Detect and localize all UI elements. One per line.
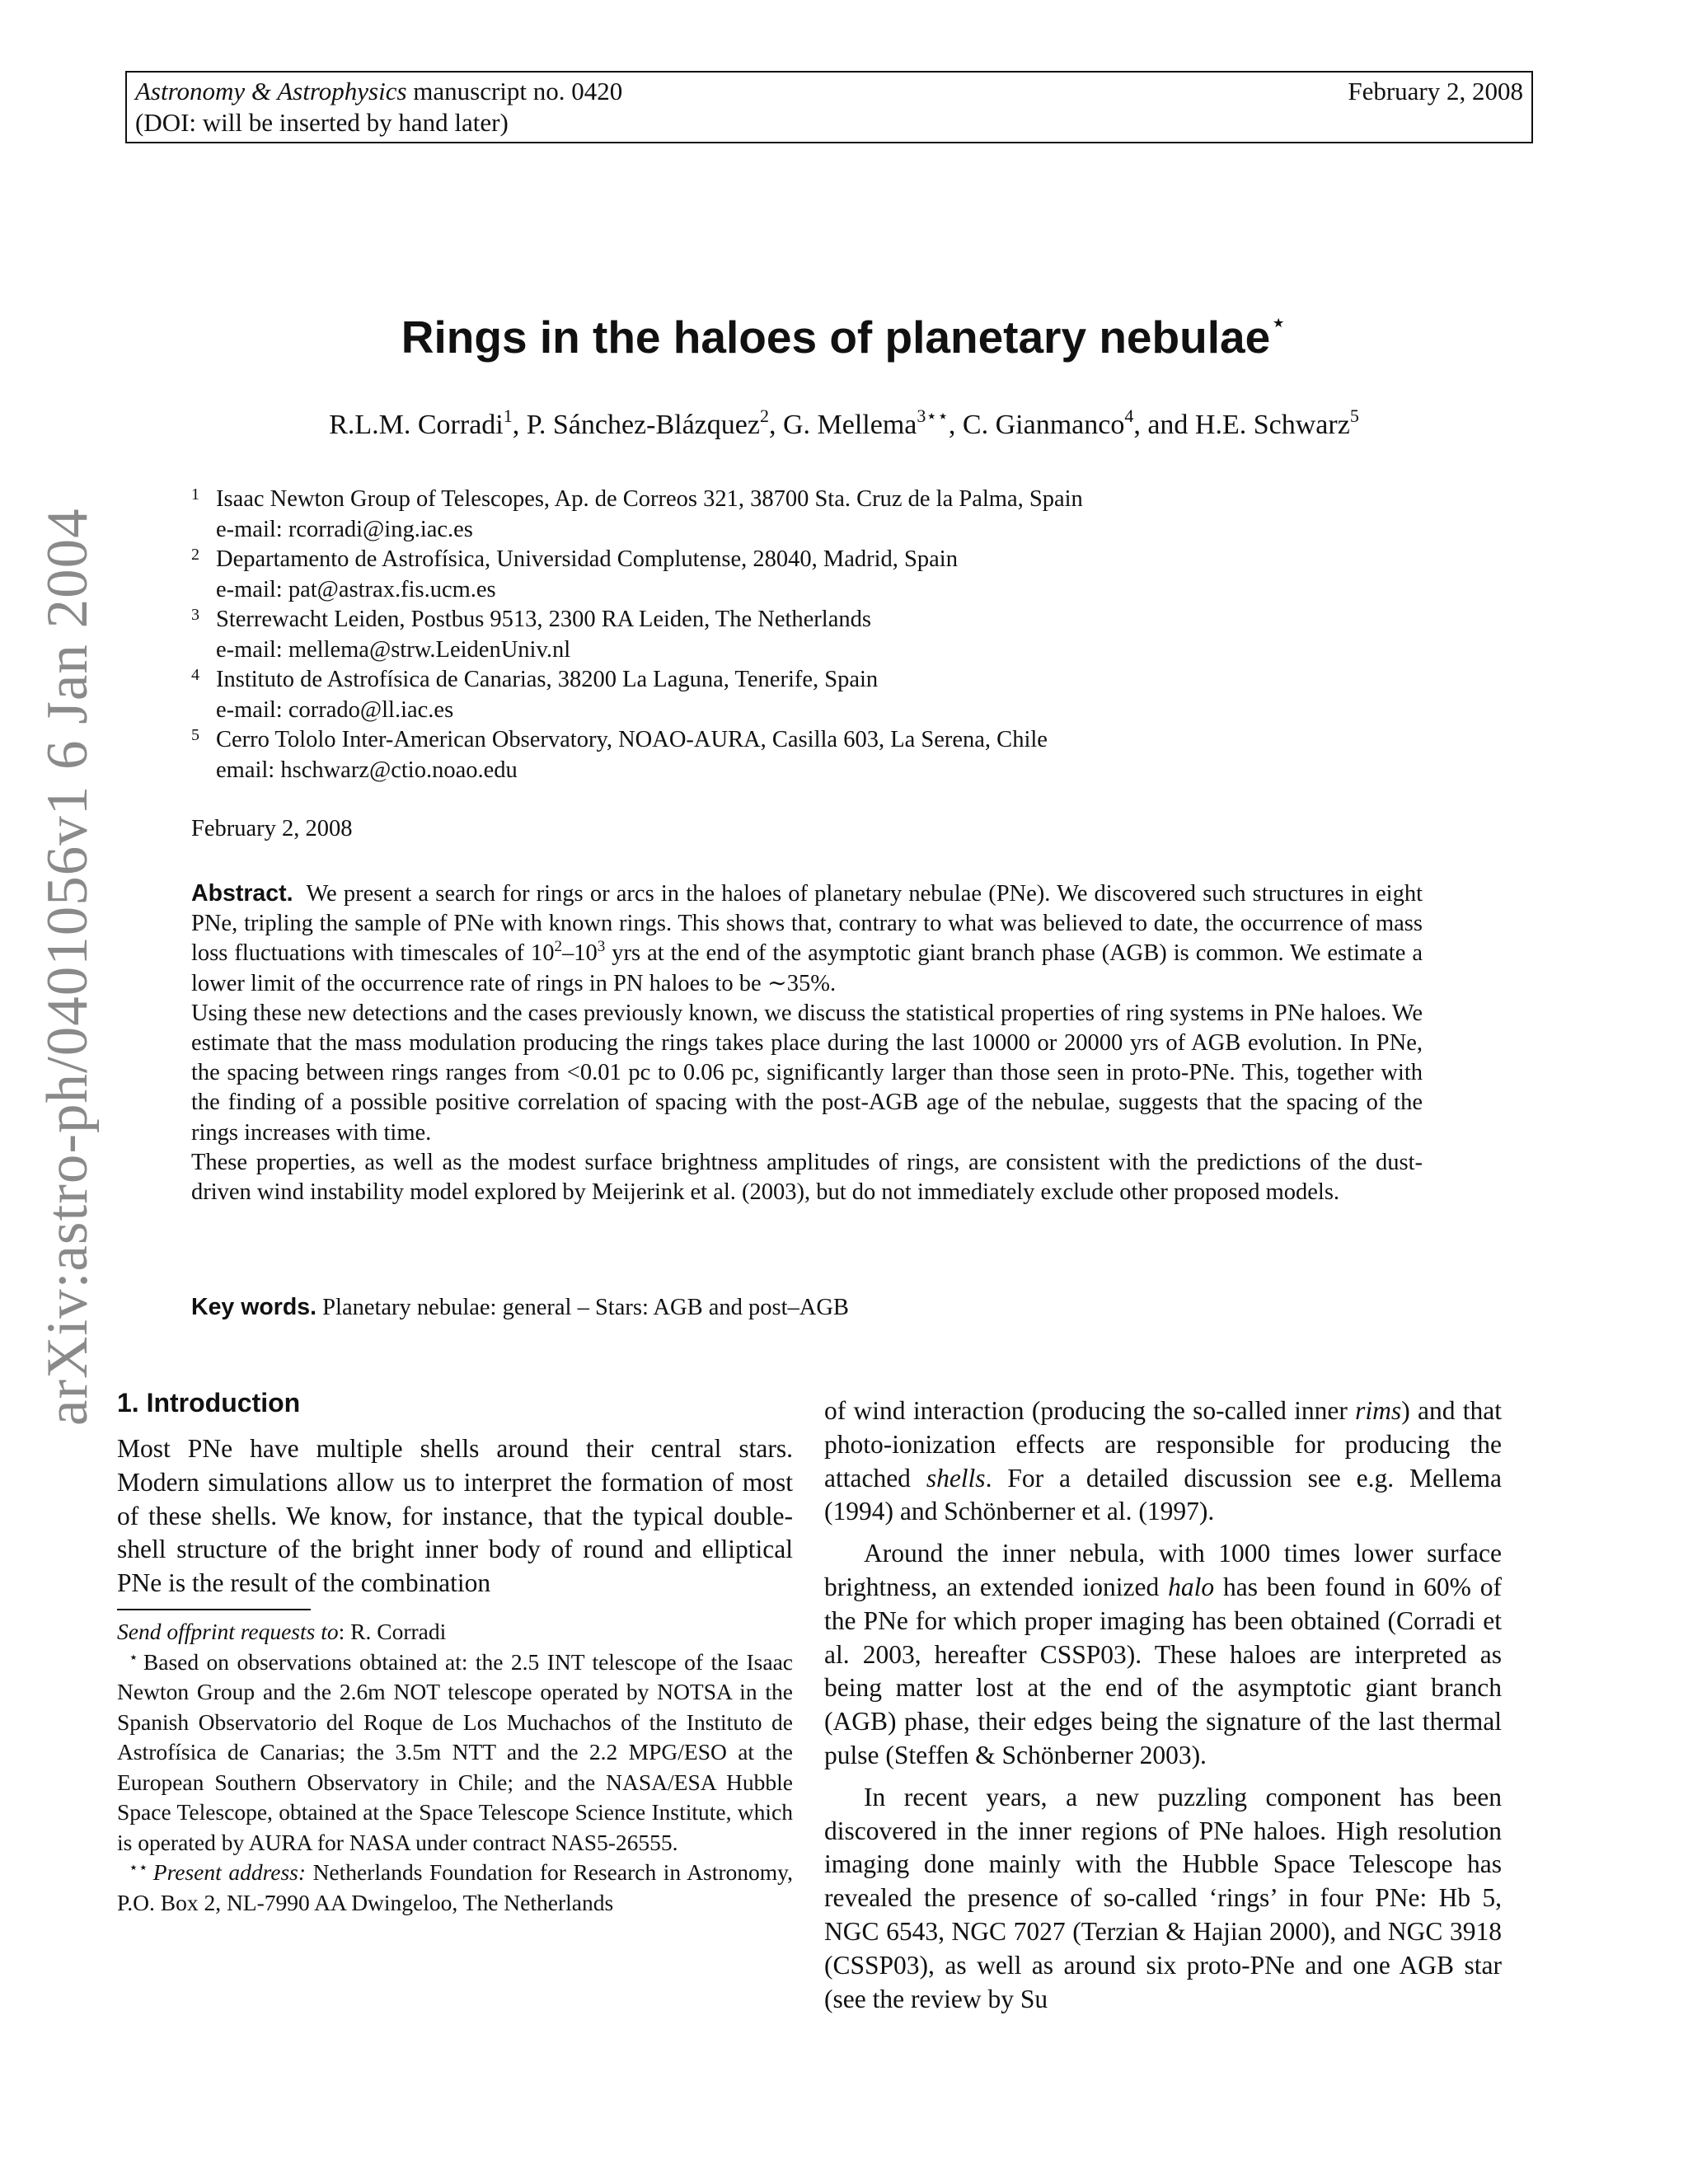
manuscript-number: manuscript no. 0420 [413, 77, 623, 105]
abstract-label: Abstract. [191, 880, 293, 907]
emphasis: halo [1168, 1572, 1215, 1601]
body-text: . For a detailed discussion see e.g. Mellema (1994) and Schönberner et al. (1997). [824, 1463, 1502, 1526]
body-paragraph [824, 1537, 1502, 1773]
affiliation-address: Isaac Newton Group of Telescopes, Ap. de Correos 321, 38700 Sta. Cruz de la Palma, Spain [216, 486, 1083, 512]
author: , G. Mellema [768, 410, 917, 440]
affiliation-email: e-mail: mellema@strw.LeidenUniv.nl [216, 636, 571, 663]
footnote-mark: ⋆⋆ [129, 1859, 148, 1877]
author-affil: 4 [1124, 405, 1134, 426]
header-date: February 2, 2008 [1348, 77, 1523, 105]
abstract-paragraph: These properties, as well as the modest surface brightness amplitudes of rings, are consistent with the predictions of the dust-driven wind instability model explored by Meijerink et al. (2003), but do not immediately exclude other proposed models. [191, 1149, 1423, 1206]
affiliation-address: Cerro Tololo Inter-American Observatory, NOAO-AURA, Casilla 603, La Serena, Chile [216, 727, 1048, 752]
author-affil: 1 [503, 405, 513, 426]
footnote-text: Netherlands Foundation for Research in Astronomy, P.O. Box 2, NL-7990 AA Dwingeloo, The Netherlands [117, 1859, 794, 1915]
abstract-text: We present a search for rings or arcs in the haloes of planetary nebulae (PNe). We discovered such structures in eight PNe, tripling the sample of PNe with known rings. This shows that, contrary to what was believed to date, the occurrence of mass loss fluctuations with timescales of 10 [191, 881, 1423, 967]
abstract-paragraph: Using these new detections and the cases previously known, we discuss the statistical properties of ring systems in PNe haloes. We estimate that the mass modulation producing the rings takes place during the last 10000 or 20000 yrs of AGB evolution. In PNe, the spacing between rings ranges from <0.01 pc to 0.06 pc, significantly larger than those seen in proto-PNe. This, together with the finding of a possible positive correlation of spacing with the post-AGB age of the nebulae, suggests that the spacing of the rings increases with time. [191, 1000, 1423, 1146]
left-column [117, 1432, 793, 1601]
keywords-text: Planetary nebulae: general – Stars: AGB and post–AGB [322, 1295, 849, 1320]
affiliation-address: Sterrewacht Leiden, Postbus 9513, 2300 RA Leiden, The Netherlands [216, 607, 871, 632]
body-paragraph: Most PNe have multiple shells around their central stars. Modern simulations allow us to interpret the formation of most of these shells. We know, for instance, that the typical double-shell structure of the bright inner body of round and elliptical PNe is the result of the combination [117, 1434, 793, 1598]
body-text: of wind interaction (producing the so-called inner [824, 1396, 1356, 1425]
affiliation [191, 545, 1428, 605]
keywords-label: Key words. [191, 1294, 317, 1320]
publication-date: February 2, 2008 [191, 816, 353, 841]
author: R.L.M. Corradi [329, 410, 504, 440]
offprint-note [117, 1617, 793, 1647]
footnotes [117, 1617, 793, 1918]
abstract [191, 879, 1423, 1207]
affiliation-address: Departamento de Astrofísica, Universidad Complutense, 28040, Madrid, Spain [216, 546, 958, 572]
right-column [824, 1394, 1502, 2016]
affiliation-email: e-mail: corrado@ll.iac.es [216, 696, 454, 723]
abstract-text: yrs at the end of the asymptotic giant branch phase (AGB) is common. We estimate a lower limit of the occurrence rate of rings in PN haloes to be ∼35%. [191, 940, 1423, 996]
abstract-text: –10 [562, 940, 598, 967]
body-paragraph [824, 1394, 1502, 1529]
emphasis: rims [1355, 1396, 1402, 1425]
affiliation [191, 605, 1428, 665]
footnote-mark: ⋆ [129, 1648, 138, 1666]
paper-title [0, 307, 1688, 363]
body-text: ) and that photo-ionization effects are responsible for producing the attached [824, 1396, 1502, 1493]
title-footnote-mark: ⋆ [1270, 307, 1287, 337]
offprint-name: : R. Corradi [338, 1619, 447, 1644]
section-heading: 1. Introduction [117, 1388, 301, 1418]
author-affil: 3⋆⋆ [917, 405, 949, 426]
affiliation-email: email: hschwarz@ctio.noao.edu [216, 757, 518, 783]
body-paragraph: In recent years, a new puzzling component has been discovered in the inner regions of PNe haloes. High resolution imaging done mainly with the Hubble Space Telescope has revealed the presence of so-called ‘rings’ in four PNe: Hb 5, NGC 6543, NGC 7027 (Terzian & Hajian 2000), and NGC 3918 (CSSP03), as well as around six proto-PNe and one AGB star (see the review by Su [824, 1782, 1502, 2013]
affiliation-email: e-mail: rcorradi@ing.iac.es [216, 516, 473, 542]
affiliation [191, 665, 1428, 725]
arxiv-identifier: arXiv:astro-ph/0401056v1 6 Jan 2004 [35, 508, 100, 1426]
body-text: Around the inner nebula, with 1000 times lower surface brightness, an extended ionized [824, 1539, 1502, 1601]
footnote-text: Based on observations obtained at: the 2.5 INT telescope of the Isaac Newton Group and the 2.6m NOT telescope operated by NOTSA in the Spanish Observatorio del Roque de Los Muchachos of the Instituto de Astrofísica de Canarias; the 3.5m NTT and the 2.2 MPG/ESO at the European Southern Observatory in Chile; and the NASA/ESA Hubble Space Telescope, obtained at the Space Telescope Science Institute, which is operated by AURA for NASA under contract NAS5-26555. [117, 1648, 793, 1855]
journal-header [125, 71, 1533, 143]
author: , and H.E. Schwarz [1133, 410, 1350, 440]
keywords [191, 1294, 849, 1321]
affiliation-number: 2 [191, 546, 199, 564]
author-affil: 5 [1349, 405, 1359, 426]
affiliation [191, 485, 1428, 545]
affiliation-number: 4 [191, 666, 199, 684]
affiliation-list [191, 485, 1428, 785]
author: , C. Gianmanco [948, 410, 1125, 440]
journal-line [135, 76, 622, 107]
affiliation-email: e-mail: pat@astrax.fis.ucm.es [216, 576, 496, 602]
doi-line: (DOI: will be inserted by hand later) [135, 108, 509, 137]
affiliation-address: Instituto de Astrofísica de Canarias, 38200 La Laguna, Tenerife, Spain [216, 667, 879, 692]
body-text: has been found in 60% of the PNe for which proper imaging has been obtained (Corradi et al. 2003, hereafter CSSP03). These haloes are interpreted as being matter lost at the end of the asymptotic giant branch (AGB) phase, their edges being the signature of the last thermal pulse (Steffen & Schönberner 2003). [824, 1572, 1502, 1769]
author: , P. Sánchez-Blázquez [512, 410, 760, 440]
author-affil: 2 [759, 405, 769, 426]
exponent: 3 [597, 938, 606, 956]
affiliation-number: 3 [191, 606, 199, 624]
emphasis: shells [926, 1463, 986, 1493]
footnote-2 [117, 1858, 793, 1918]
footnote-rule [117, 1609, 311, 1610]
footnote-label: Present address: [152, 1859, 307, 1885]
affiliation-number: 5 [191, 726, 199, 744]
journal-name: Astronomy & Astrophysics [135, 77, 407, 105]
footnote-1 [117, 1647, 793, 1858]
affiliation [191, 725, 1428, 785]
exponent: 2 [554, 938, 562, 956]
paper-title-text: Rings in the haloes of planetary nebulae [401, 312, 1271, 363]
abstract-paragraph [191, 879, 1423, 999]
affiliation-number: 1 [191, 485, 199, 504]
offprint-label: Send offprint requests to [117, 1619, 339, 1644]
author-list [0, 405, 1688, 441]
